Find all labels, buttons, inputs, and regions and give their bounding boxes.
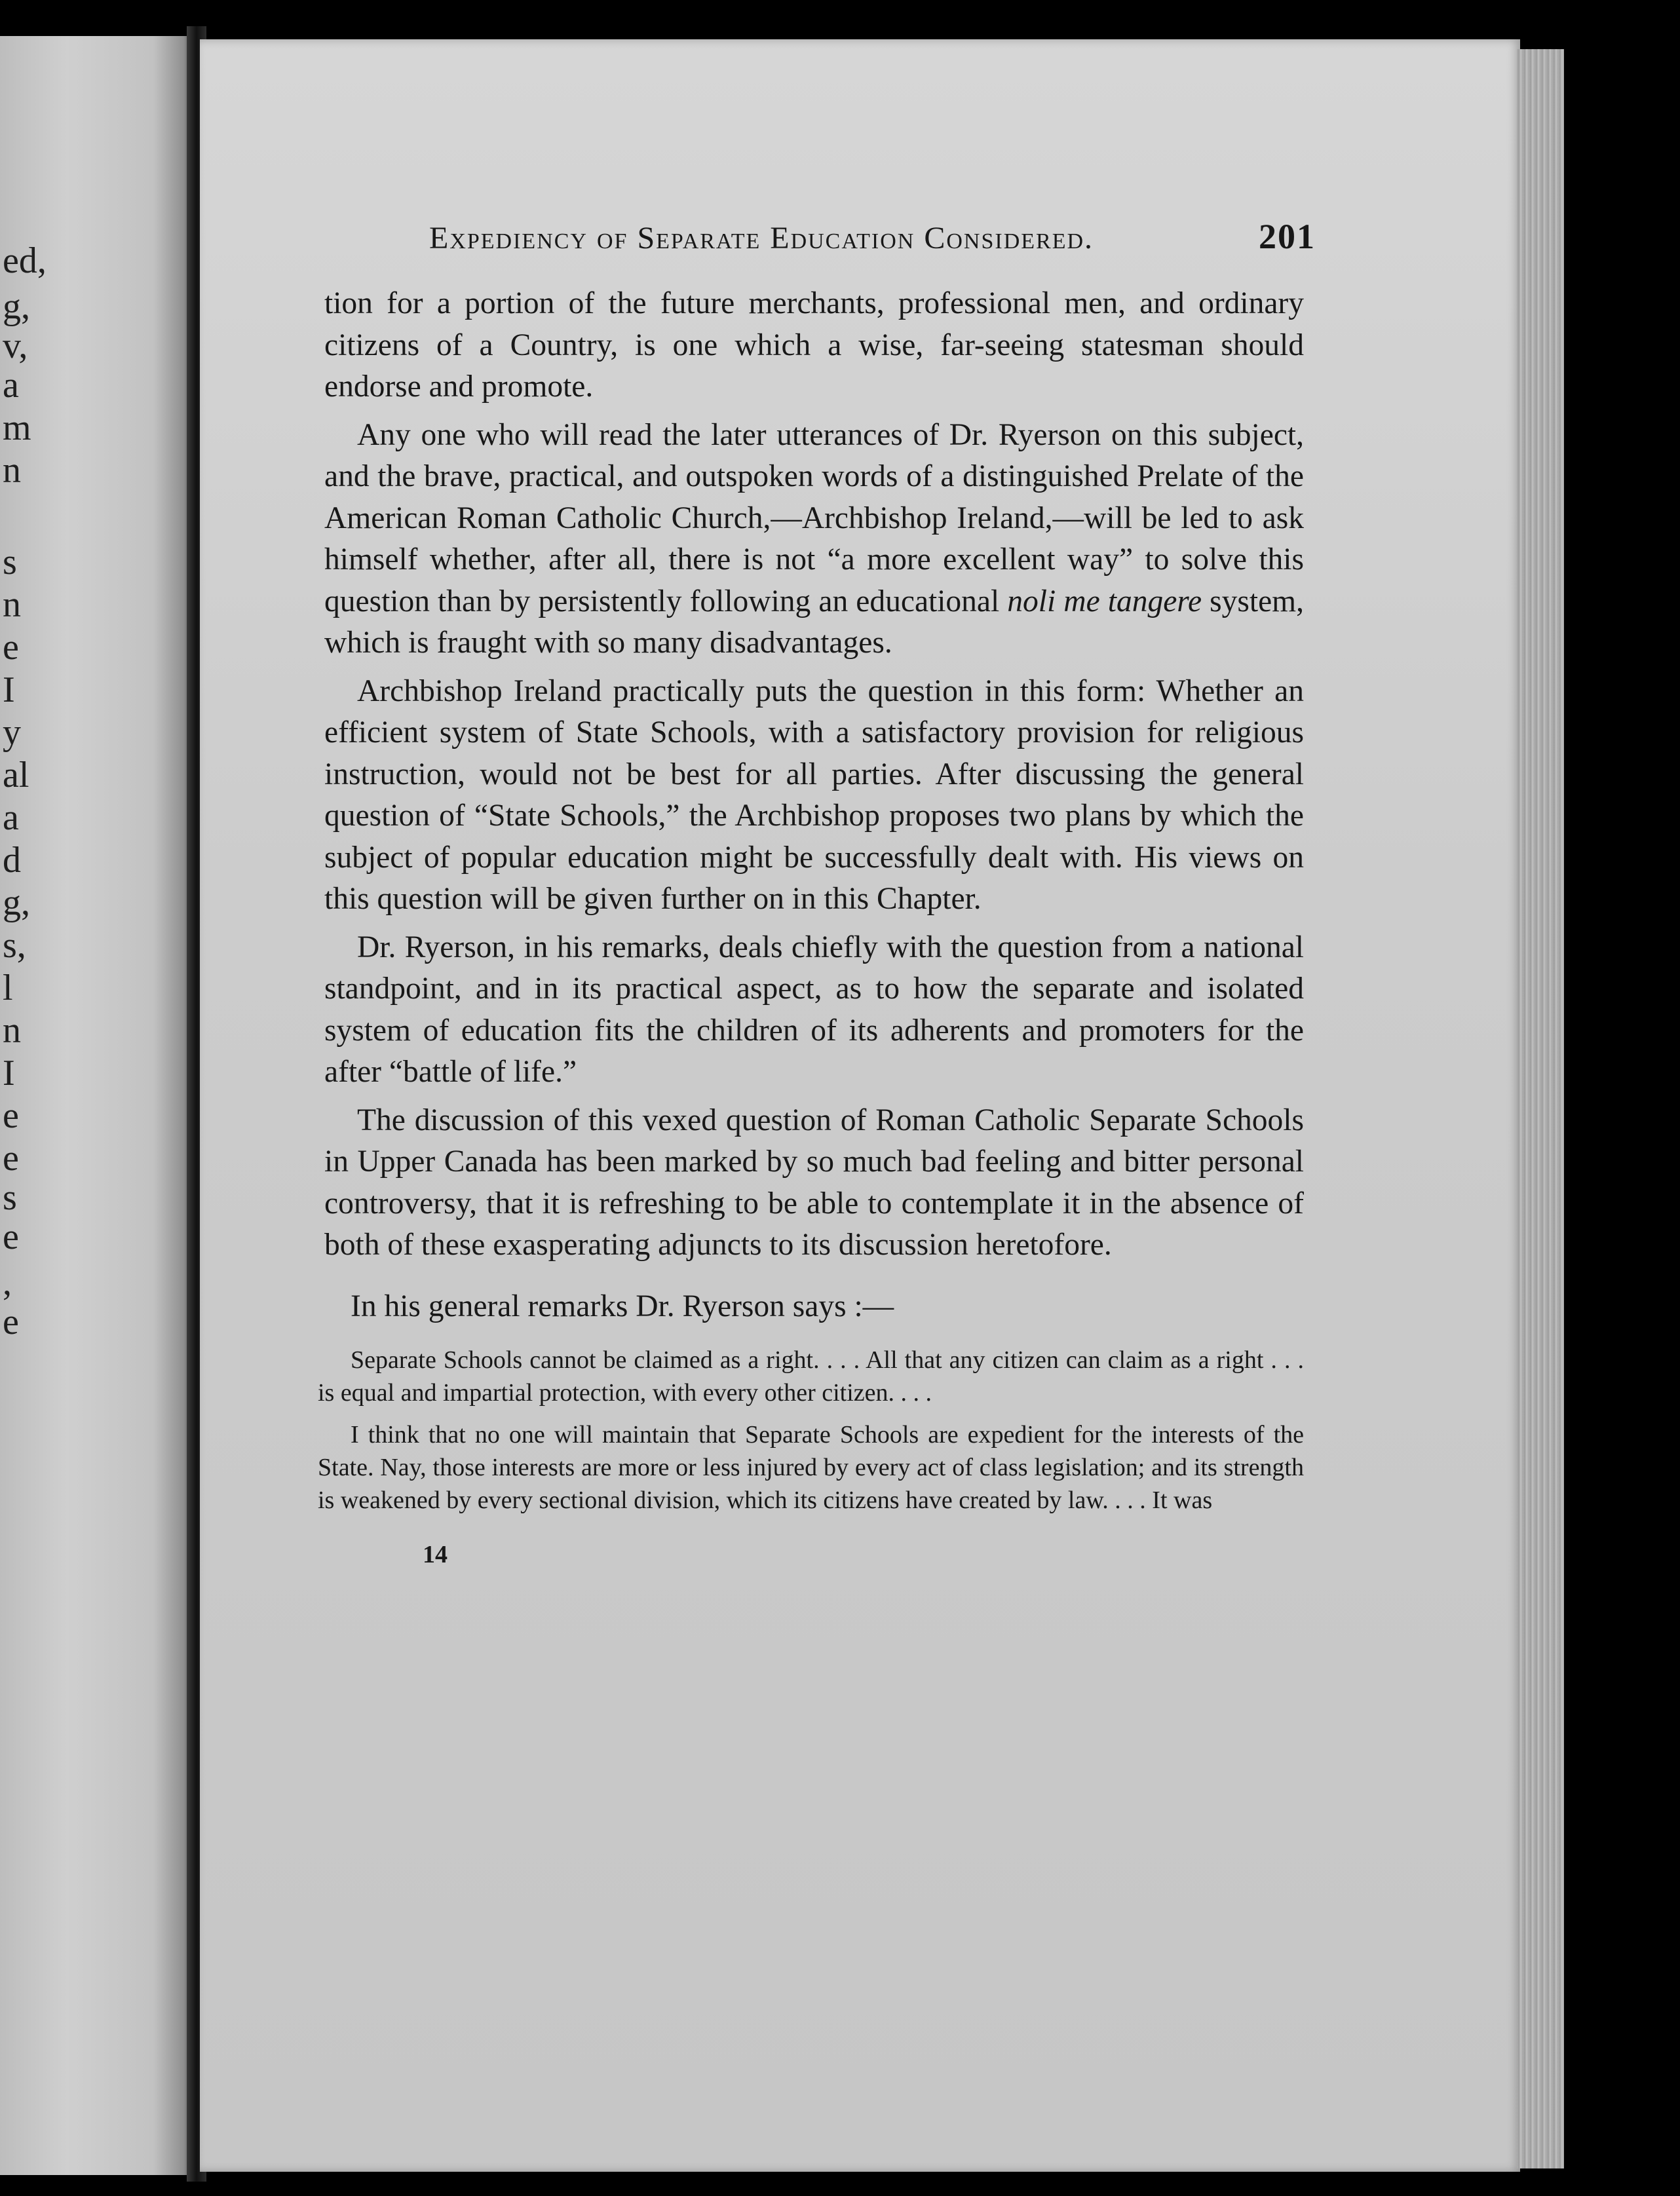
- running-title: Expediency of Separate Education Considered.: [429, 221, 1094, 256]
- facing-page-text-fragment: I: [3, 1053, 15, 1093]
- quote-paragraph: I think that no one will maintain that Separate Schools are expedient for the interests of the State. Nay, those interests are more or less injured by every act of class legislation; and its strength is weakened by every sectional division, which its citizens have created by law. . . . It was: [318, 1420, 1304, 1514]
- body-paragraph: [324, 415, 1304, 664]
- italic-phrase: noli me tangere: [1007, 584, 1202, 618]
- facing-page-text-fragment: s: [3, 542, 17, 582]
- paragraph-text: Dr. Ryerson, in his remarks, deals chiefly with the question from a national standpoint, and in its practical aspect, as to how the separate and isolated system of education fits the children of its adherents and promoters for the after “battle of life.”: [324, 930, 1304, 1089]
- facing-page-text-fragment: e: [3, 1095, 19, 1136]
- body-paragraph: [324, 671, 1304, 920]
- facing-page-text-fragment: e: [3, 1217, 19, 1257]
- facing-page-text-fragment: m: [3, 407, 31, 448]
- facing-page-text-fragment: d: [3, 840, 21, 880]
- quote-intro: In his general remarks Dr. Ryerson says :—: [351, 1289, 894, 1323]
- facing-page-text-fragment: n: [3, 1010, 21, 1051]
- page-header: [429, 216, 1316, 257]
- facing-page-edge: [0, 36, 191, 2175]
- facing-page-text-fragment: s,: [3, 925, 26, 966]
- signature-mark: 14: [423, 1540, 448, 1568]
- facing-page-text-fragment: g,: [3, 882, 30, 923]
- facing-page-text-fragment: n: [3, 450, 21, 491]
- facing-page-text-fragment: a: [3, 797, 19, 838]
- facing-page-text-fragment: l: [3, 968, 13, 1008]
- paragraph-text: system, which is fraught with so many disadvantages.: [324, 584, 1305, 660]
- facing-page-text-fragment: e: [3, 627, 19, 668]
- body-paragraph: [324, 283, 1304, 408]
- facing-page-text-fragment: e: [3, 1138, 19, 1179]
- body-paragraph: [324, 1100, 1304, 1266]
- block-quote: [318, 1344, 1304, 1517]
- page-content: [318, 216, 1316, 1569]
- paragraph-text: Any one who will read the later utterances of Dr. Ryerson on this subject, and the brave, practical, and outspoken words of a distinguished Prelate of the American Roman Catholic Church,—Archbishop Ireland,—will be led to ask himself whether, after all, there is not “a more excellent way” to solve this question than by persistently following an educational: [324, 417, 1304, 618]
- facing-page-text-fragment: g,: [3, 286, 30, 327]
- book-page: [200, 39, 1520, 2172]
- facing-page-text-fragment: s: [3, 1177, 17, 1218]
- paragraph-text: tion for a portion of the future merchants, professional men, and ordinary citizens of a Country, is one which a wise, far-seeing statesman should endorse and promote.: [324, 286, 1304, 404]
- facing-page-text-fragment: al: [3, 755, 29, 795]
- facing-page-text-fragment: I: [3, 670, 15, 710]
- body-text: [324, 283, 1304, 1266]
- facing-page-text-fragment: ,: [3, 1262, 12, 1303]
- quote-paragraph: Separate Schools cannot be claimed as a right. . . . All that any citizen can claim as a right . . . is equal and impartial protection, with every other citizen. . . .: [318, 1346, 1304, 1407]
- paragraph-text: The discussion of this vexed question of Roman Catholic Separate Schools in Upper Canada has been marked by so much bad feeling and bitter personal controversy, that it is refreshing to be able to contemplate it in the absence of both of these exasperating adjuncts to its discussion heretofore.: [324, 1103, 1304, 1262]
- facing-page-text-fragment: n: [3, 584, 21, 625]
- page-stack-edges: [1517, 49, 1564, 2168]
- page-number: 201: [1259, 217, 1316, 256]
- facing-page-text-fragment: a: [3, 365, 19, 406]
- facing-page-text-fragment: e: [3, 1302, 19, 1342]
- facing-page-text-fragment: y: [3, 712, 21, 753]
- body-paragraph: [324, 927, 1304, 1093]
- facing-page-text-fragment: ed,: [3, 240, 47, 281]
- paragraph-text: Archbishop Ireland practically puts the question in this form: Whether an efficient system of State Schools, with a satisfactory provision for religious instruction, would not be best for all parties. After discussing the general question of “State Schools,” the Archbishop proposes two plans by which the subject of popular education might be successfully dealt with. His views on this question will be given further on in this Chapter.: [324, 673, 1304, 916]
- facing-page-text-fragment: v,: [3, 326, 28, 366]
